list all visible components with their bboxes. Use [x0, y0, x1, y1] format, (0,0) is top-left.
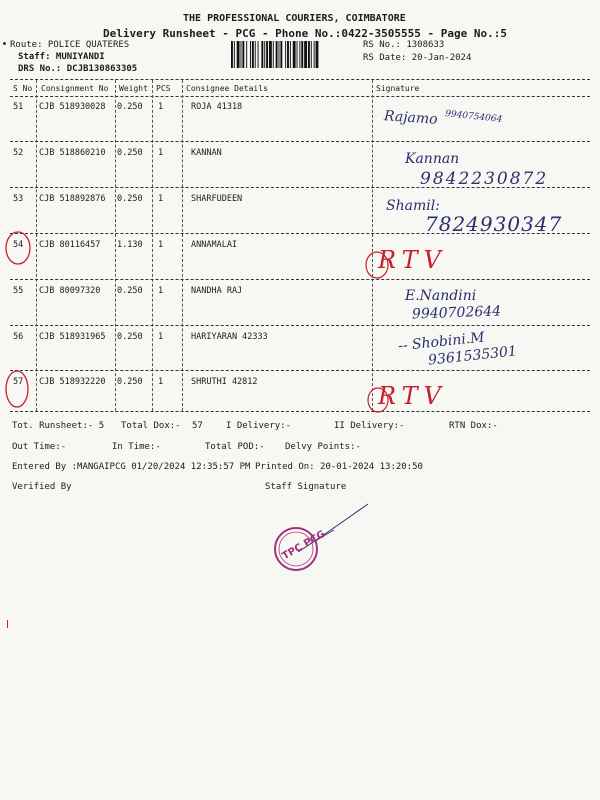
col-header-weight: Weight [119, 84, 148, 93]
signature-phone: 9361535301 [427, 343, 518, 369]
col-header-sno: S No [13, 84, 33, 93]
row-pcs: 1 [158, 240, 164, 250]
barcode [231, 41, 353, 68]
second-delivery-label: II Delivery:- [334, 421, 405, 431]
row-weight: 0.250 [117, 286, 143, 296]
verified-by-label: Verified By [12, 482, 72, 492]
row-weight: 0.250 [117, 148, 143, 158]
row-consignment: CJB 80097320 [39, 286, 101, 296]
col-divider [115, 80, 116, 411]
row-divider [10, 325, 590, 326]
row-sno: 54 [13, 240, 24, 250]
rs-date: RS Date: 20-Jan-2024 [363, 53, 472, 63]
company-title: THE PROFESSIONAL COURIERS, COIMBATORE [183, 13, 406, 24]
printed-on: Printed On: 20-01-2024 13:20:50 [255, 462, 423, 472]
rtv-mark: RTV [378, 382, 447, 410]
signature-name: -- Shobini.M [397, 329, 486, 355]
col-header-consignment: Consignment No [41, 84, 109, 93]
delivery-points-label: Delvy Points:- [285, 442, 361, 452]
row-pcs: 1 [158, 332, 164, 342]
row-weight: 1.130 [117, 240, 143, 250]
row-consignment: CJB 80116457 [39, 240, 101, 250]
row-sno: 51 [13, 102, 24, 112]
row-sno: 53 [13, 194, 24, 204]
col-divider [182, 80, 183, 411]
table-header-rule [10, 96, 590, 97]
staff-signature-label: Staff Signature [265, 482, 347, 492]
col-divider [152, 80, 153, 411]
first-delivery-label: I Delivery:- [226, 421, 292, 431]
row-consignment: CJB 518932220 [39, 377, 106, 387]
signature-name: Rajamo [383, 108, 439, 128]
col-divider [372, 80, 373, 411]
company-stamp [272, 525, 328, 573]
row-consignment: CJB 518892876 [39, 194, 106, 204]
total-runsheet: Tot. Runsheet:- 5 [12, 421, 105, 431]
entered-by: Entered By :MANGAIPCG 01/20/2024 12:35:57 PM [12, 462, 251, 472]
row-weight: 0.250 [117, 102, 143, 112]
row-pcs: 1 [158, 102, 164, 112]
row-divider [10, 370, 590, 371]
row-consignee: NANDHA RAJ [191, 286, 243, 296]
row-consignee: SHRUTHI 42812 [191, 377, 258, 387]
row-consignee: ANNAMALAI [191, 240, 238, 250]
signature-phone: 9842230872 [420, 169, 549, 189]
total-dox-value: 57 [192, 421, 203, 431]
out-time-label: Out Time:- [12, 442, 67, 452]
total-pod-label: Total POD:- [205, 442, 265, 452]
red-circle-mark [0, 228, 40, 268]
row-pcs: 1 [158, 194, 164, 204]
col-header-signature: Signature [376, 84, 420, 93]
row-consignee: SHARFUDEEN [191, 194, 243, 204]
punch-dot [3, 42, 6, 45]
red-circle-mark [362, 248, 392, 282]
rtn-dox-label: RTN Dox:- [449, 421, 498, 431]
rs-number: RS No.: 1308633 [363, 40, 445, 50]
runsheet-subtitle: Delivery Runsheet - PCG - Phone No.:0422-3505555 - Page No.:5 [103, 27, 507, 40]
row-weight: 0.250 [117, 332, 143, 342]
route-label: Route: POLICE QUATERES [10, 40, 130, 50]
row-consignee: ROJA 41318 [191, 102, 243, 112]
row-sno: 55 [13, 286, 24, 296]
signature-phone: 9940754064 [444, 109, 503, 125]
red-circle-mark [0, 367, 40, 412]
stamp-text: TPC PCG [280, 528, 328, 563]
staff-label: Staff: MUNIYANDI [18, 52, 105, 62]
row-consignee: HARIYARAN 42333 [191, 332, 268, 342]
signature-phone: 7824930347 [425, 212, 563, 236]
row-sno: 57 [13, 377, 24, 387]
col-header-pcs: PCS [156, 84, 171, 93]
row-sno: 52 [13, 148, 24, 158]
drs-number: DRS No.: DCJB130863305 [18, 64, 138, 74]
edge-mark [7, 620, 8, 628]
signature-name: Kannan [405, 151, 460, 167]
signature-name: Shamil: [386, 198, 440, 214]
red-circle-mark [364, 384, 392, 416]
table-top-rule [10, 79, 590, 80]
row-divider [10, 141, 590, 142]
row-weight: 0.250 [117, 194, 143, 204]
row-sno: 56 [13, 332, 24, 342]
barcode-graphic [231, 41, 353, 68]
row-weight: 0.250 [117, 377, 143, 387]
row-divider [10, 279, 590, 280]
row-pcs: 1 [158, 377, 164, 387]
in-time-label: In Time:- [112, 442, 161, 452]
row-pcs: 1 [158, 148, 164, 158]
signature-phone: 9940702644 [411, 303, 502, 323]
row-consignment: CJB 518931965 [39, 332, 106, 342]
total-dox-label: Total Dox:- [121, 421, 181, 431]
row-consignee: KANNAN [191, 148, 222, 158]
signature-name: E.Nandini [405, 288, 477, 304]
row-consignment: CJB 518860210 [39, 148, 106, 158]
row-consignment: CJB 518930028 [39, 102, 106, 112]
row-pcs: 1 [158, 286, 164, 296]
col-header-consignee: Consignee Details [186, 84, 268, 93]
table-bottom-rule [10, 411, 590, 412]
rtv-mark: RTV [378, 246, 447, 274]
